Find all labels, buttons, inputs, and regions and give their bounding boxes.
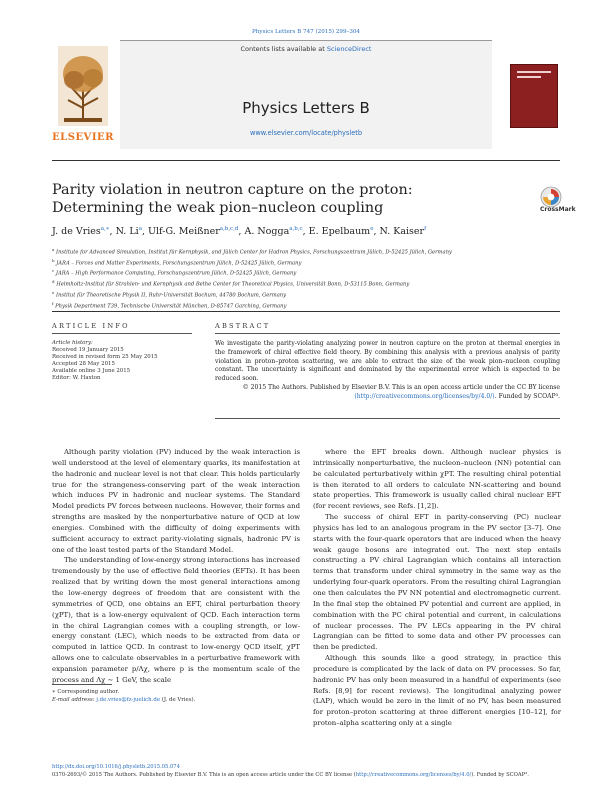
history-item: Accepted 28 May 2015 xyxy=(52,361,115,367)
crossmark-badge[interactable] xyxy=(540,186,592,216)
email-suffix: (J. de Vries). xyxy=(160,696,196,703)
affiliation-list xyxy=(52,246,560,310)
affiliation: $^c$ JARA – High Performance Computing, Forschungszentrum Jülich, D-52425 Jülich, Germany xyxy=(52,268,297,278)
affiliation: $^f$ Physik Department T39, Technische Universität München, D-85747 Garching, Germany xyxy=(52,300,287,310)
author-affil-marker[interactable]: a,b,c,d xyxy=(219,226,239,232)
email-line xyxy=(52,697,300,705)
email-link[interactable]: j.de.vries@fz-juelich.de xyxy=(96,696,161,703)
history-label: Article history: xyxy=(52,340,93,346)
article-info-heading: ARTICLE INFO xyxy=(52,322,130,330)
corresponding-author-note xyxy=(52,689,300,697)
footnote-marker: ∗ xyxy=(52,689,56,695)
doi-link[interactable]: http://dx.doi.org/10.1016/j.physletb.2015.05.074 xyxy=(52,764,180,770)
author-affil-marker[interactable]: f xyxy=(424,226,427,232)
affiliation: $^b$ JARA – Forces and Matter Experiments, Forschungszentrum Jülich, D-52425 Jülich, Germany xyxy=(52,257,302,267)
article-history xyxy=(52,340,192,382)
cover-decoration xyxy=(517,76,541,78)
journal-banner xyxy=(120,40,492,149)
body-paragraph: Although parity violation (PV) induced by the weak interaction is well understood at the level of elementary quarks, its manifestation at the hadronic and nuclear level is not that clear. This holds particularly true for the strangeness-conserving part of the weak interaction which induces PV in hadronic and nuclear systems. The Standard Model predicts PV forces between nucleons. However, their forms and strengths are masked by the nonperturbative nature of QCD at low energies. Combined with the difficulty of doing experiments with sufficient accuracy to extract parity-violating signals, hadronic PV is one of the least tested parts of the Standard Model. xyxy=(52,448,300,554)
running-head[interactable]: Physics Letters B 747 (2015) 299–304 xyxy=(252,29,360,35)
masthead xyxy=(52,40,560,152)
affiliation: $^d$ Helmholtz-Institut für Strahlen- und Kernphysik and Bethe Center for Theoretical Physics, Universität Bonn, D-53115 Bonn, Germany xyxy=(52,279,410,288)
author-list: J. de Vries$^{a,∗}$, N. Li$^a$, Ulf-G. Meißner$^{a,b,c,d}$, A. Nogga$^{a,b,c}$, E. Epelbaum$^e$, N. Kaiser$^f$ xyxy=(52,226,427,238)
header-rule xyxy=(52,160,560,161)
page-footer xyxy=(52,764,560,779)
affiliation: $^e$ Institut für Theoretische Physik II, Ruhr-Universität Bochum, 44780 Bochum, Germany xyxy=(52,289,287,299)
abstract-body xyxy=(215,340,560,402)
email-label: E-mail address: xyxy=(52,696,95,703)
author-name[interactable]: A. Nogga xyxy=(244,226,290,238)
history-item: Editor: W. Haxton xyxy=(52,375,101,381)
abstract-bottom-rule xyxy=(215,418,560,419)
copyright-line xyxy=(52,772,560,780)
footnote xyxy=(52,689,300,704)
copyright-prefix: 0370-2693/© 2015 The Authors. Published by Elsevier B.V. This is an open access article under the CC BY license ( xyxy=(52,771,356,778)
corresponding-label: Corresponding author. xyxy=(57,689,120,695)
body-paragraph: where the EFT breaks down. Although nuclear physics is intrinsically nonperturbative, the nucleon–nucleon (NN) potential can be calculated perturbatively within χPT. The resulting chiral potential is then iterated to all orders to calculate NN-scattering and bound state properties. This framework is usually called chiral nuclear EFT (for recent reviews, see Refs. [1,2]). xyxy=(313,448,561,511)
abstract-heading: ABSTRACT xyxy=(215,322,271,330)
history-item: Received in revised form 25 May 2015 xyxy=(52,354,158,360)
body-column-right xyxy=(313,447,561,729)
author-affil-marker[interactable]: a,∗ xyxy=(100,226,110,232)
copyright-suffix: ). Funded by SCOAP³. xyxy=(471,771,529,778)
footer-license-link[interactable]: http://creativecommons.org/licenses/by/4.0/ xyxy=(355,771,472,778)
publisher-wordmark: ELSEVIER xyxy=(52,132,114,143)
footnote-rule xyxy=(52,684,112,685)
author-affil-marker[interactable]: a,b,c xyxy=(289,226,303,232)
author-affil-marker[interactable]: e xyxy=(370,226,374,232)
affiliation: $^a$ Institute for Advanced Simulation, Institut für Kernphysik, and Jülich Center for Hadron Physics, Forschungszentrum Jülich, D-52425 Jülich, Germany xyxy=(52,247,452,256)
body-paragraph: The understanding of low-energy strong interactions has increased tremendously by the use of effective field theories (EFTs). It has been realized that by writing down the most general interactions among the low-energy degrees of freedom that are consistent with the symmetries of QCD, one obtains an EFT, chiral perturbation theory (χPT), that is a low-energy equivalent of QCD. Each interaction term in the chiral Lagrangian comes with a coupling strength, or low-energy constant (LEC), which needs to be extracted from data or computed in lattice QCD. In contrast to low-energy QCD itself, χPT allows one to calculate observables in a perturbative framework with expansion parameter p/Λχ, where p is the momentum scale of the process and Λχ ∼ 1 GeV, the scale xyxy=(52,556,300,684)
author-name[interactable]: N. Li xyxy=(115,226,139,238)
body-column-left xyxy=(52,447,300,686)
article-title: Parity violation in neutron capture on the proton: Determining the weak pion–nucleon coupling xyxy=(52,182,413,216)
license-line xyxy=(215,384,560,402)
license-suffix: . Funded by SCOAP³. xyxy=(494,392,560,400)
history-item: Received 19 January 2015 xyxy=(52,347,124,353)
contents-line xyxy=(120,45,492,53)
author-affil-marker[interactable]: a xyxy=(138,226,142,232)
abstract-rule xyxy=(215,333,560,334)
author-name[interactable]: J. de Vries xyxy=(52,226,101,238)
sciencedirect-link[interactable]: ScienceDirect xyxy=(326,45,372,53)
author-name[interactable]: N. Kaiser xyxy=(379,226,425,238)
info-top-rule xyxy=(52,311,560,312)
body-paragraph: Although this sounds like a good strategy, in practice this procedure is complicated by the lack of data on PV processes. So far, hadronic PV has only been measured in a handful of experiments (see Refs. [8,9] for recent reviews). The longitudinal analyzing power (LAP), which would be zero in the limit of no PV, has been measured for proton–proton scattering at three different energies [10–12], for proton–alpha scattering only at a single xyxy=(313,654,561,728)
crossmark-icon xyxy=(540,186,562,208)
author-name[interactable]: E. Epelbaum xyxy=(308,226,371,238)
author-name[interactable]: Ulf-G. Meißner xyxy=(148,226,220,238)
license-link[interactable]: (http://creativecommons.org/licenses/by/4.0/) xyxy=(354,392,495,400)
abstract-text: We investigate the parity-violating analyzing power in neutron capture on the proton at thermal energies in the framework of chiral effective field theory. By combining this analysis with a previous analysis of parity violation in proton–proton scattering, we are able to extract the size of the weak pion–nucleon coupling constant. The uncertainty is significant and dominated by the experimental error which is expected to be reduced soon. xyxy=(215,340,560,383)
journal-title: Physics Letters B xyxy=(242,99,370,117)
cover-decoration xyxy=(517,71,551,73)
journal-url-link[interactable]: www.elsevier.com/locate/physletb xyxy=(249,129,363,137)
journal-cover-thumbnail xyxy=(510,64,558,128)
contents-prefix: Contents lists available at xyxy=(240,45,327,53)
article-info-rule xyxy=(52,333,192,334)
crossmark-label: CrossMark xyxy=(540,206,576,213)
license-prefix: © 2015 The Authors. Published by Elsevier B.V. This is an open access article under the CC BY license xyxy=(242,383,560,391)
body-paragraph: The success of chiral EFT in parity-conserving (PC) nuclear physics has led to an analogous program in the PV sector [3–7]. One starts with the four-quark operators that are induced when the heavy weak gauge bosons are integrated out. The next step entails constructing a PV chiral Lagrangian which contains all interaction terms that transform under chiral symmetry in the same way as the underlying four-quark operators. From the resulting chiral Lagrangian one then calculates the PV NN potential and electromagnetic current. In the final step the obtained PV potential and current are applied, in combination with the PC chiral potential and current, in calculations of nuclear processes. The PV LECs appearing in the PV chiral Lagrangian can be fitted to some data and other PV processes can then be predicted. xyxy=(313,513,561,652)
history-item: Available online 3 June 2015 xyxy=(52,368,131,374)
